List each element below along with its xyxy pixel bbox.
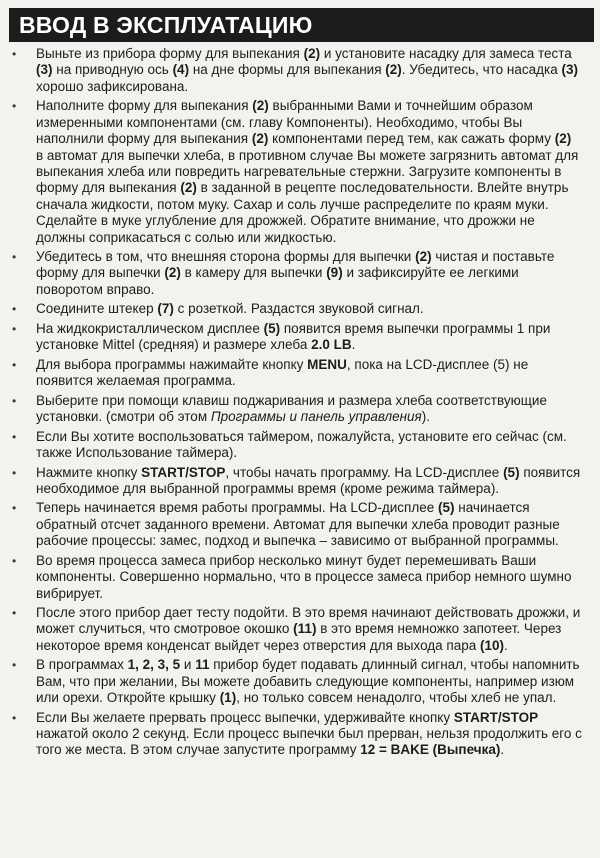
- instruction-text: компонентами перед тем, как сажать форму: [268, 131, 555, 147]
- instruction-text: появится время выпечки программы 1 при установке Mittel (средняя) и размере хлеба: [36, 320, 551, 353]
- instruction-text: нажатой около 2 секунд. Если процесс выпечки был прерван, нельзя продолжить его с того же места. В этом случае запустите программу: [36, 726, 582, 758]
- instruction-text: в автомат для выпечки хлеба, в противном случае Вы можете загрязнить автомат для выпекания хлеба или повредить нагревательные стержни. Загрузите компоненты в форму для выпекания: [36, 147, 579, 196]
- instruction-text: (2): [252, 98, 269, 114]
- instruction-text: (2): [303, 46, 321, 61]
- instruction-text: Выберите при помощи клавиш поджаривания и размера хлеба соответствующие установки. (смотри об этом: [36, 392, 547, 425]
- instruction-text: .: [351, 337, 356, 353]
- instruction-text: чистая и поставьте форму для выпечки: [36, 249, 555, 281]
- instruction-list: [0, 46, 600, 762]
- instruction-text: (2): [415, 249, 432, 265]
- instruction-text: После этого прибор дает тесту подойти. В это время начинают действовать дрожжи, и может случиться, что смотровое окошко: [36, 605, 581, 637]
- instruction-text: на приводную ось: [52, 62, 173, 78]
- instruction-item: [0, 605, 600, 654]
- instruction-text: Для выбора программы нажимайте кнопку: [36, 356, 308, 372]
- instruction-text: Наполните форму для выпекания: [36, 98, 253, 114]
- instruction-text: в камеру для выпечки: [180, 265, 327, 281]
- instruction-text: .: [500, 742, 505, 758]
- instruction-text: 11: [195, 657, 210, 673]
- instruction-text: (2): [164, 265, 181, 281]
- instruction-text: (3): [36, 62, 53, 78]
- instruction-text: Если Вы хотите воспользоваться таймером, пожалуйста, установите его сейчас (см. также Использование таймера).: [36, 428, 567, 460]
- instruction-item: [0, 321, 600, 354]
- instruction-text: (5): [263, 320, 281, 336]
- instruction-text: Во время процесса замеса прибор несколько минут будет перемешивать Ваши компоненты. Совершенно нормально, что в процессе замеса прибор немного шумно вибрирует.: [36, 552, 572, 601]
- instruction-text: (7): [157, 301, 174, 317]
- section-title: ВВОД В ЭКСПЛУАТАЦИЮ: [9, 8, 594, 42]
- instruction-text: (2): [385, 62, 402, 78]
- instruction-text: Программы и панель управления: [210, 409, 422, 425]
- instruction-text: (5): [438, 500, 455, 516]
- instruction-text: На жидкокристаллическом дисплее: [36, 320, 264, 336]
- instruction-text: (2): [554, 131, 572, 147]
- instruction-text: START/STOP: [453, 709, 539, 725]
- instruction-text: (4): [172, 62, 190, 78]
- instruction-text: , чтобы начать программу. На LCD-дисплее: [225, 464, 504, 480]
- instruction-item: [0, 301, 600, 317]
- instruction-text: начинается обратный отсчет заданного времени. Автомат для выпечки хлеба проводит разные рабочие процессы: замес, подход и выпечка – зависимо от выбранной программы.: [36, 500, 560, 549]
- instruction-text: на дне формы для выпекания: [189, 62, 386, 78]
- instruction-text: с розеткой. Раздастся звуковой сигнал.: [173, 301, 424, 317]
- instruction-text: Выньте из прибора форму для выпекания: [36, 46, 304, 61]
- instruction-text: Нажмите кнопку: [36, 464, 142, 480]
- instruction-text: Теперь начинается время работы программы. На LCD-дисплее: [36, 500, 439, 516]
- instruction-text: в заданной в рецепте последовательности. Влейте внутрь сначала жидкости, потом муку. Сахар и соль лучше распределите по краям муки. Сделайте в муке углубление для дрожжей. Обратите внимание, что дрожжи не должны соприкасаться с солью или жидкостью.: [36, 180, 569, 245]
- instruction-text: (3): [561, 62, 578, 78]
- instruction-text: Соедините штекер: [36, 301, 158, 317]
- instruction-text: START/STOP: [141, 464, 226, 480]
- instruction-text: , но только совсем ненадолго, чтобы хлеб не упал.: [236, 690, 557, 706]
- instruction-text: и зафиксируйте ее легкими поворотом вправо.: [36, 265, 519, 297]
- instruction-item: [0, 46, 600, 95]
- instruction-item: [0, 710, 600, 759]
- instruction-text: (5): [503, 464, 520, 480]
- instruction-text: ).: [421, 409, 430, 425]
- instruction-item: [0, 357, 600, 390]
- instruction-text: 12 = BAKE (Выпечка): [360, 742, 501, 758]
- instruction-item: [0, 553, 600, 602]
- instruction-item: [0, 249, 600, 298]
- instruction-item: [0, 429, 600, 462]
- instruction-text: Если Вы желаете прервать процесс выпечки, удерживайте кнопку: [36, 709, 454, 725]
- instruction-text: (11): [293, 621, 317, 637]
- instruction-item: [0, 98, 600, 246]
- instruction-text: MENU: [307, 356, 347, 372]
- instruction-text: . Убедитесь, что насадка: [401, 62, 562, 78]
- instruction-text: в это время немножко запотеет. Через некоторое время конденсат выйдет через отверстия для выхода пара: [36, 621, 562, 653]
- instruction-text: (1): [219, 690, 237, 706]
- instruction-text: появится необходимое для выбранной программы время (кроме режима таймера).: [36, 464, 581, 496]
- instruction-text: и установите насадку для замеса теста: [320, 46, 572, 61]
- instruction-text: .: [504, 637, 508, 653]
- instruction-text: (10): [480, 637, 505, 653]
- instruction-item: [0, 393, 600, 426]
- instruction-item: [0, 465, 600, 498]
- instruction-item: [0, 657, 600, 706]
- instruction-text: В программах: [36, 657, 128, 673]
- instruction-item: [0, 500, 600, 549]
- instruction-text: (2): [180, 180, 197, 196]
- instruction-text: хорошо зафиксирована.: [36, 78, 189, 94]
- instruction-text: Убедитесь в том, что внешняя сторона формы для выпечки: [36, 249, 416, 265]
- instruction-text: 1, 2, 3, 5: [127, 657, 181, 673]
- instruction-text: 2.0 LB: [311, 337, 352, 353]
- instruction-text: (2): [251, 131, 269, 147]
- instruction-text: , пока на LCD-дисплее (5) не появится желаемая программа.: [36, 356, 529, 389]
- instruction-text: и: [180, 657, 196, 673]
- instruction-text: прибор будет подавать длинный сигнал, чтобы напомнить Вам, что при желании, Вы можете добавить следующие компоненты, например изюм или орехи. Откройте крышку: [36, 657, 580, 706]
- instruction-text: (9): [326, 265, 343, 281]
- instruction-text: выбранными Вами и точнейшим образом измеренными компонентами (см. главу Компоненты). Необходимо, чтобы Вы наполнили форму для выпекания: [36, 98, 533, 147]
